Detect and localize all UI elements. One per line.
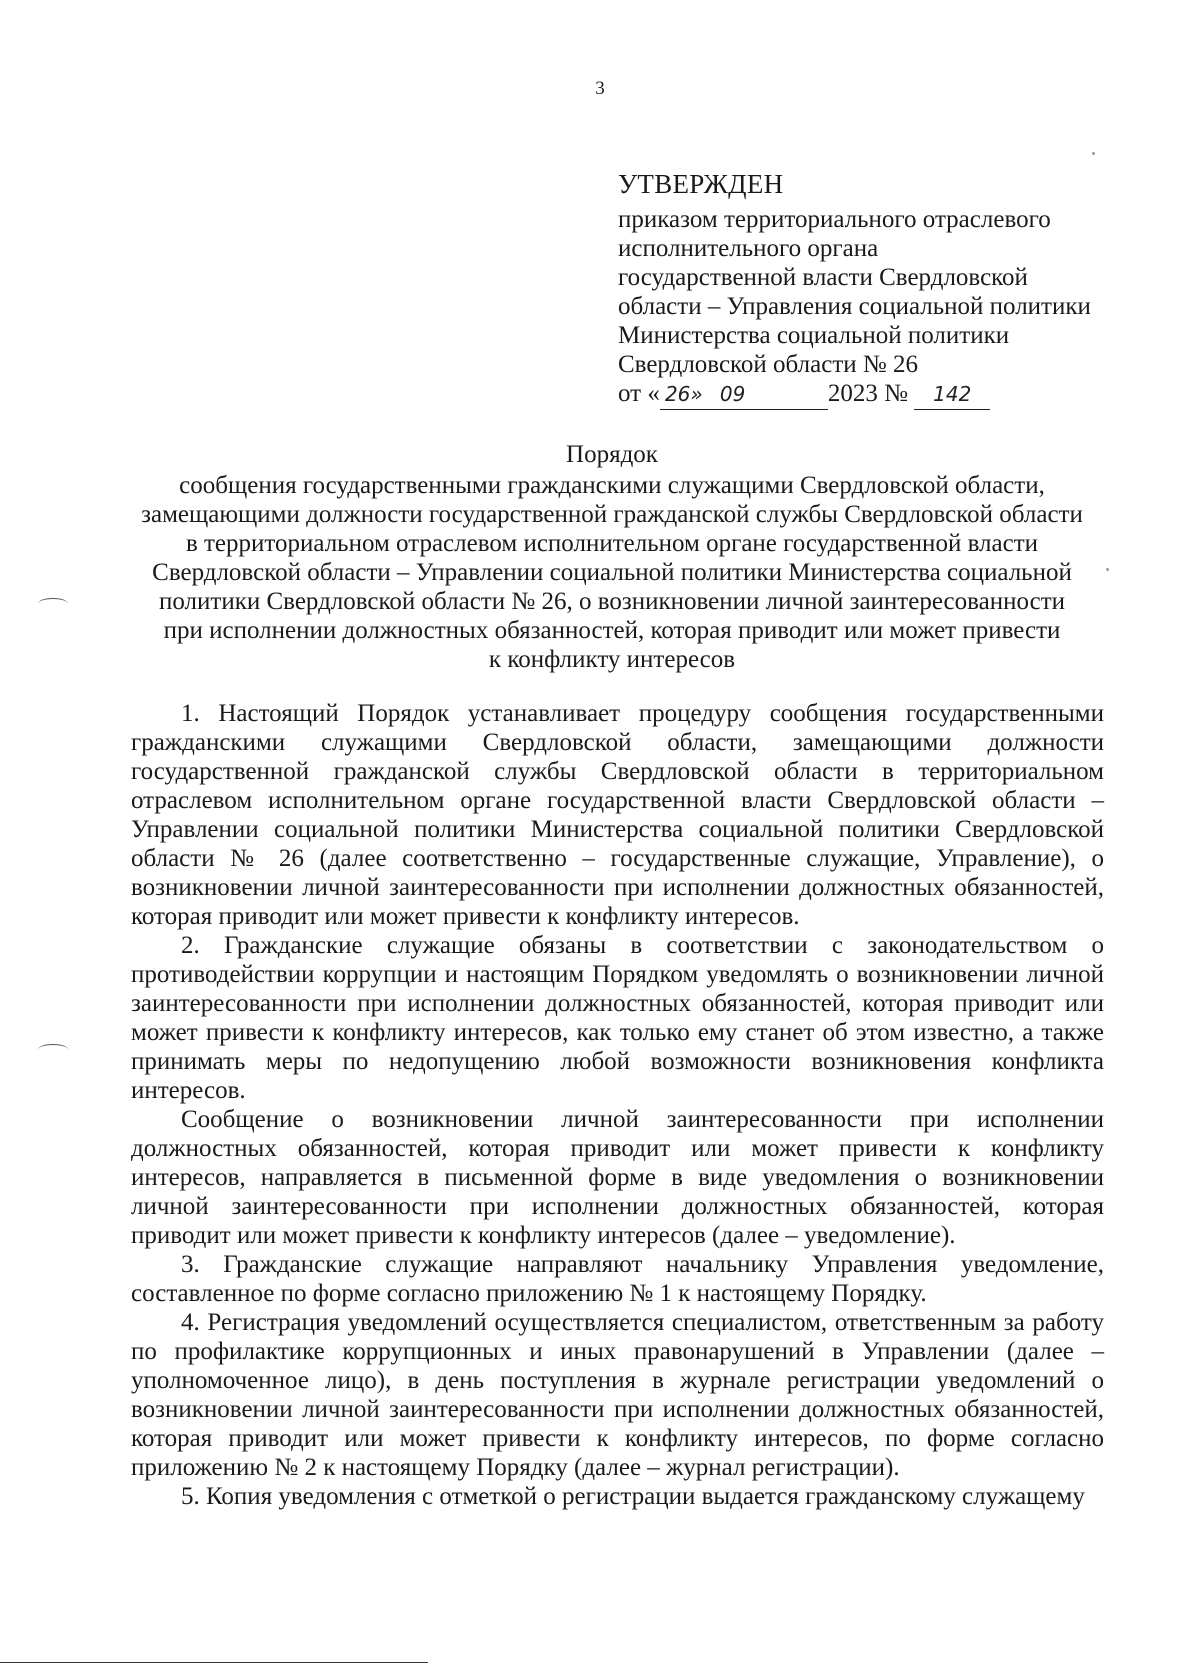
title-line: сообщения государственными гражданскими служащими Свердловской области, [179, 472, 1045, 499]
approval-line: Свердловской области № 26 [618, 351, 918, 378]
title-line: политики Свердловской области № 26, о возникновении личной заинтересованности [159, 588, 1065, 615]
approval-line: исполнительного органа [618, 235, 879, 262]
approval-date-line [618, 379, 1178, 410]
date-prefix: от « [618, 380, 660, 407]
title-line: Свердловской области – Управлении социальной политики Министерства социальной [152, 559, 1072, 586]
approval-line: Министерства социальной политики [618, 322, 1010, 349]
document-title: Порядок [566, 441, 658, 468]
handwritten-month: 09 [708, 380, 828, 410]
paragraph-5: 5. Копия уведомления с отметкой о регистрации выдается гражданскому служащему [181, 1483, 1085, 1510]
approval-line: области – Управления социальной политики [618, 293, 1091, 320]
paragraph-4: 4. Регистрация уведомлений осуществляется специалистом, ответственным за работу по профилактике коррупционных и иных правонарушений в Управлении (далее – уполномоченное лицо), в день поступления в журнале регистрации уведомлений о возникновении личной заинтересованности при исполнении должностных обязанностей, которая приводит или может привести к конфликту интересов, по форме согласно приложению № 2 к настоящему Порядку (далее – журнал регистрации). [131, 1309, 1104, 1481]
approval-block [618, 170, 1178, 410]
page-number: 3 [595, 78, 605, 99]
paragraph-2: 2. Гражданские служащие обязаны в соответствии с законодательством о противодействии коррупции и настоящим Порядком уведомлять о возникновении личной заинтересованности при исполнении должностных обязанностей, которая приводит или может привести к конфликту интересов, как только ему станет об этом известно, а также принимать меры по недопущению любой возможности возникновения конфликта интересов. [131, 932, 1104, 1104]
title-line: к конфликту интересов [488, 646, 736, 673]
scan-speck [1092, 152, 1095, 155]
approval-heading: УТВЕРЖДЕН [618, 169, 784, 199]
title-line: замещающими должности государственной гражданской службы Свердловской области [141, 501, 1083, 528]
document-body [131, 699, 1104, 1511]
scan-margin-mark [38, 1044, 68, 1055]
scan-speck [1106, 568, 1109, 571]
approval-line: государственной власти Свердловской [618, 264, 1028, 291]
handwritten-day: 26» [660, 380, 708, 410]
paragraph-1: 1. Настоящий Порядок устанавливает процедуру сообщения государственными гражданскими служащими Свердловской области, замещающими должности государственной гражданской службы Свердловской области в территориальном отраслевом исполнительном органе государственной власти Свердловской области – Управлении социальной политики Министерства социальной политики Свердловской области № 26 (далее соответственно – государственные служащие, Управление), о возникновении личной заинтересованности при исполнении должностных обязанностей, которая приводит или может привести к конфликту интересов. [131, 700, 1104, 930]
paragraph-3: 3. Гражданские служащие направляют начальнику Управления уведомление, составленное по форме согласно приложению № 1 к настоящему Порядку. [131, 1251, 1104, 1307]
date-year: 2023 № [827, 380, 908, 407]
handwritten-order-number: 142 [914, 380, 990, 410]
title-line: в территориальном отраслевом исполнительном органе государственной власти [185, 530, 1039, 557]
bottom-rule [0, 1662, 428, 1663]
scan-margin-mark [38, 598, 68, 609]
paragraph-2-continuation: Сообщение о возникновении личной заинтересованности при исполнении должностных обязанностей, которая приводит или может привести к конфликту интересов, направляется в письменной форме в виде уведомления о возникновении личной заинтересованности при исполнении должностных обязанностей, которая приводит или может привести к конфликту интересов (далее – уведомление). [131, 1106, 1104, 1249]
approval-line: приказом территориального отраслевого [618, 206, 1051, 233]
document-title-block [120, 440, 1104, 674]
title-line: при исполнении должностных обязанностей, которая приводит или может привести [163, 617, 1061, 644]
